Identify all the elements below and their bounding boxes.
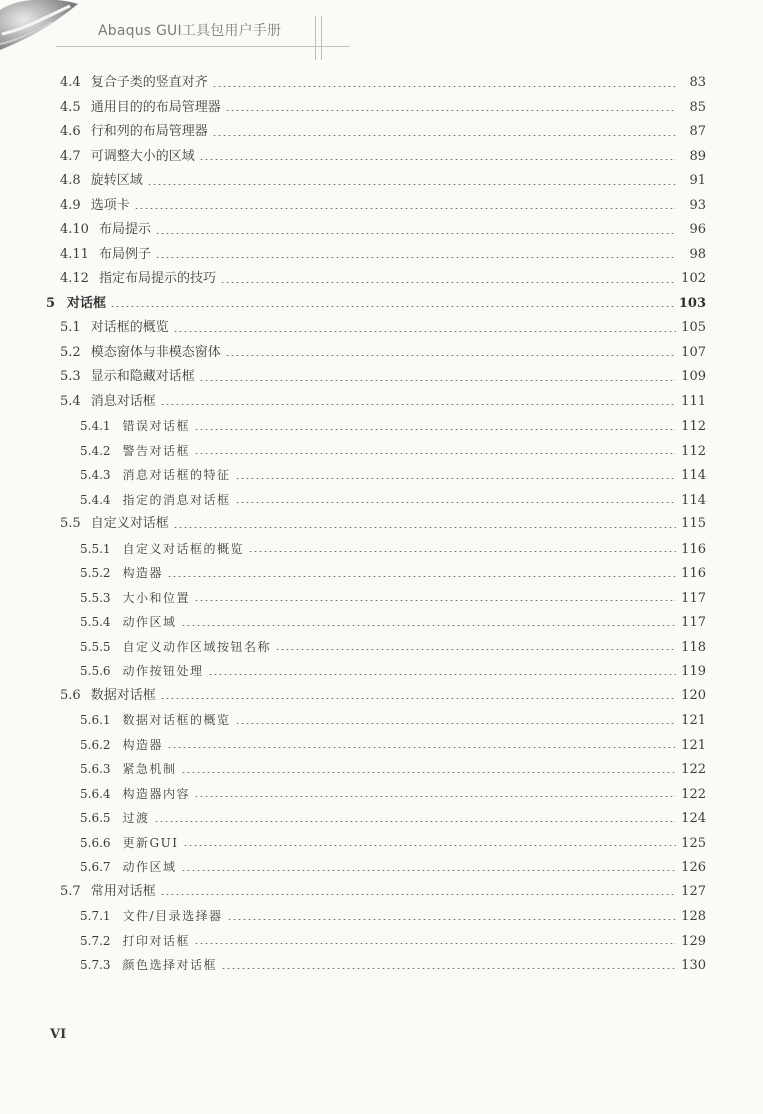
toc-entry-number: 4.4: [60, 75, 81, 90]
toc-entry-title: 警告对话框: [122, 443, 191, 458]
dot-leader: [160, 698, 676, 699]
toc-entry: [60, 245, 706, 265]
toc-entry-title: 动作按钮处理: [122, 664, 204, 678]
toc-entry-title: 旋转区域: [90, 173, 143, 188]
toc-entry: [60, 514, 706, 534]
toc-entry-page: 117: [681, 590, 706, 606]
toc-entry: [60, 220, 706, 240]
dot-leader: [194, 429, 676, 430]
dot-leader: [181, 772, 676, 773]
dot-leader: [199, 380, 676, 381]
toc-entry-page: 122: [681, 786, 706, 802]
toc-entry-title: 模态窗体与非模态窗体: [90, 344, 221, 360]
toc-entry-page: 118: [681, 639, 706, 655]
toc-entry: [80, 759, 706, 779]
dot-leader: [155, 233, 676, 234]
toc-entry-number: 5.7.3: [80, 958, 111, 972]
toc-entry-title: 数据对话框的概览: [122, 713, 231, 727]
dot-leader: [221, 968, 676, 969]
toc-entry-title: 动作区域: [122, 615, 177, 629]
toc-entry-title: 动作区域: [122, 860, 177, 874]
dot-leader: [181, 870, 676, 871]
dot-leader: [208, 674, 676, 675]
toc-entry-page: 129: [681, 933, 706, 949]
toc-entry-title: 选项卡: [90, 197, 130, 213]
toc-entry-number: 5.6: [60, 687, 81, 703]
toc-entry: [80, 465, 706, 485]
toc-entry-number: 5.4.1: [80, 419, 111, 433]
dot-leader: [194, 453, 676, 454]
toc-entry-page: 128: [681, 909, 706, 924]
toc-entry-number: 5: [46, 295, 56, 311]
toc-entry-title: 数据对话框: [90, 687, 156, 703]
toc-entry-title: 通用目的的布局管理器: [90, 99, 221, 115]
toc-entry: [60, 98, 706, 118]
toc-entry: [80, 441, 706, 461]
toc-entry-number: 4.10: [60, 222, 89, 237]
dot-leader: [212, 135, 676, 136]
toc-entry: [80, 808, 706, 828]
toc-entry-page: 91: [689, 173, 706, 188]
toc-entry-number: 4.9: [60, 197, 81, 213]
toc-entry-number: 5.3: [60, 369, 81, 384]
dot-leader: [183, 845, 677, 846]
toc-entry-page: 130: [681, 958, 706, 973]
toc-entry-page: 126: [681, 860, 706, 875]
dot-leader: [154, 821, 676, 822]
toc-entry-page: 96: [689, 222, 706, 237]
toc-entry-number: 5.6.4: [80, 786, 111, 801]
toc-entry: [80, 612, 706, 632]
toc-entry-number: 5.2: [60, 344, 81, 360]
toc-entry-title: 复合子类的竖直对齐: [90, 75, 208, 90]
toc-entry-number: 4.12: [60, 271, 89, 286]
toc-entry-title: 文件/目录选择器: [122, 909, 223, 923]
toc-entry-number: 5.6.7: [80, 860, 111, 874]
toc-entry-number: 5.7.1: [80, 909, 111, 923]
dot-leader: [167, 747, 676, 748]
dot-leader: [194, 943, 676, 944]
toc-entry-title: 过渡: [122, 811, 150, 825]
toc-entry-number: 5.6.1: [80, 713, 111, 727]
dot-leader: [225, 355, 676, 356]
toc-entry-title: 常用对话框: [90, 883, 156, 899]
toc-entry-page: 109: [681, 369, 706, 384]
toc-entry: [60, 686, 706, 706]
toc-entry: [80, 416, 706, 436]
toc-entry-title: 对话框: [67, 295, 107, 311]
toc-entry-page: 83: [689, 75, 706, 90]
toc-entry-page: 98: [689, 246, 706, 262]
toc-entry-page: 119: [681, 664, 706, 679]
dot-leader: [167, 576, 676, 577]
header-rule: [56, 46, 350, 47]
dot-leader: [227, 919, 676, 920]
toc-entry-title: 自定义对话框: [90, 516, 169, 531]
toc-entry-page: 87: [689, 124, 706, 139]
toc-entry-number: 5.7: [60, 883, 81, 899]
toc-entry-title: 指定布局提示的技巧: [98, 271, 216, 286]
toc-entry: [60, 367, 706, 387]
toc-entry-page: 116: [681, 541, 706, 557]
dot-leader: [235, 502, 676, 503]
toc-entry-page: 114: [681, 492, 706, 508]
page-header: [0, 0, 763, 56]
toc-entry-title: 可调整大小的区域: [90, 148, 195, 164]
toc-entry-number: 5.1: [60, 320, 81, 335]
toc-entry: [80, 955, 706, 975]
dot-leader: [199, 159, 676, 160]
toc-entry: [60, 882, 706, 902]
dot-leader: [173, 527, 676, 528]
toc-entry: [80, 931, 706, 951]
toc-entry-page: 93: [689, 197, 706, 213]
toc-entry: [80, 906, 706, 926]
toc-entry-page: 85: [689, 99, 706, 115]
toc-entry-title: 显示和隐藏对话框: [90, 369, 195, 384]
toc-entry: [60, 122, 706, 142]
toc-entry-title: 布局提示: [98, 222, 151, 237]
toc-entry-number: 5.4.2: [80, 443, 111, 458]
dot-leader: [110, 306, 675, 307]
toc-entry: [80, 784, 706, 804]
toc-entry: [60, 196, 706, 216]
dot-leader: [220, 282, 676, 283]
dot-leader: [275, 649, 676, 650]
toc-entry-number: 5.4: [60, 393, 81, 409]
toc-entry-title: 行和列的布局管理器: [90, 124, 208, 139]
dot-leader: [134, 208, 676, 209]
toc-entry-page: 121: [681, 737, 706, 753]
dot-leader: [194, 796, 676, 797]
dot-leader: [212, 86, 676, 87]
toc-entry: [60, 392, 706, 412]
toc-entry-number: 4.7: [60, 148, 81, 164]
toc-entry: [80, 735, 706, 755]
dot-leader: [194, 600, 676, 601]
toc-entry-number: 5.6.2: [80, 737, 111, 752]
dot-leader: [225, 110, 676, 111]
toc-entry-number: 4.5: [60, 99, 81, 115]
toc-entry-title: 指定的消息对话框: [122, 492, 231, 507]
toc-entry-number: 5.5.5: [80, 639, 111, 654]
toc-entry-page: 114: [681, 468, 706, 483]
dot-leader: [181, 625, 676, 626]
toc-entry: [60, 343, 706, 363]
toc-entry-page: 112: [681, 419, 706, 434]
toc-entry-page: 127: [681, 883, 706, 899]
toc-entry: [80, 710, 706, 730]
toc-entry-number: 5.4.3: [80, 468, 111, 482]
toc-entry: [80, 857, 706, 877]
toc-entry-page: 117: [681, 615, 706, 630]
dot-leader: [160, 404, 676, 405]
swoosh-logo-icon: [0, 0, 90, 52]
toc-entry: [46, 294, 706, 314]
toc-entry-title: 构造器: [122, 566, 164, 580]
toc-entry: [80, 637, 706, 657]
toc-entry-number: 5.5: [60, 516, 81, 531]
toc-entry: [60, 73, 706, 93]
toc-entry-page: 89: [689, 148, 706, 164]
toc-entry-page: 105: [681, 320, 706, 335]
toc-entry-number: 5.5.3: [80, 590, 111, 605]
toc-entry-number: 4.11: [60, 246, 89, 262]
toc-entry-number: 5.7.2: [80, 933, 111, 948]
toc-entry: [80, 539, 706, 559]
header-title: Abaqus GUI工具包用户手册: [98, 23, 282, 39]
toc-entry: [60, 171, 706, 191]
toc-entry: [80, 563, 706, 583]
toc-entry-title: 对话框的概览: [90, 320, 169, 335]
dot-leader: [173, 331, 676, 332]
dot-leader: [155, 257, 676, 258]
toc-entry-title: 构造器: [122, 737, 164, 752]
toc-entry-page: 120: [681, 687, 706, 703]
toc-entry-number: 5.6.6: [80, 835, 111, 850]
toc-entry-page: 115: [681, 516, 706, 531]
toc-entry: [60, 147, 706, 167]
toc-entry-title: 更新GUI: [122, 835, 179, 850]
toc-entry-title: 大小和位置: [122, 590, 191, 605]
toc-entry-title: 打印对话框: [122, 933, 191, 948]
toc-entry-page: 122: [681, 762, 706, 777]
toc-entry: [80, 833, 706, 853]
toc-entry-page: 116: [681, 566, 706, 581]
toc-entry-number: 5.5.2: [80, 566, 111, 580]
toc-entry-page: 111: [681, 393, 706, 409]
toc-entry-page: 107: [681, 344, 706, 360]
toc-entry-number: 4.6: [60, 124, 81, 139]
toc-entry-page: 125: [681, 835, 706, 851]
dot-leader: [147, 184, 676, 185]
toc-entry-title: 消息对话框: [90, 393, 156, 409]
toc-entry-title: 紧急机制: [122, 762, 177, 776]
toc-entry-title: 自定义动作区域按钮名称: [122, 639, 272, 654]
toc-entry: [80, 661, 706, 681]
toc-entry-number: 5.4.4: [80, 492, 111, 507]
toc-entry-title: 颜色选择对话框: [122, 958, 218, 972]
header-divider: [315, 16, 323, 60]
toc-entry-page: 103: [678, 295, 706, 311]
toc-entry-title: 布局例子: [98, 246, 151, 262]
toc-entry-title: 错误对话框: [122, 419, 191, 433]
toc-entry-title: 消息对话框的特征: [122, 468, 231, 482]
toc-entry: [80, 588, 706, 608]
page-number: VI: [50, 1027, 67, 1042]
toc-entry-number: 5.5.4: [80, 615, 111, 629]
toc-entry-page: 121: [681, 713, 706, 728]
toc-entry-title: 构造器内容: [122, 786, 191, 801]
toc-entry-page: 124: [681, 811, 706, 826]
toc-entry-page: 112: [681, 443, 706, 459]
toc-entry-number: 5.6.5: [80, 811, 111, 825]
dot-leader: [248, 551, 676, 552]
toc-entry: [80, 490, 706, 510]
dot-leader: [235, 478, 676, 479]
dot-leader: [235, 723, 676, 724]
toc-entry-number: 5.6.3: [80, 762, 111, 776]
dot-leader: [160, 894, 676, 895]
toc-entry-page: 102: [681, 271, 706, 286]
toc-entry: [60, 318, 706, 338]
toc-entry-number: 4.8: [60, 173, 81, 188]
toc-entry: [60, 269, 706, 289]
toc-entry-number: 5.5.6: [80, 664, 111, 678]
toc-entry-title: 自定义对话框的概览: [122, 541, 245, 556]
toc-entry-number: 5.5.1: [80, 541, 111, 556]
